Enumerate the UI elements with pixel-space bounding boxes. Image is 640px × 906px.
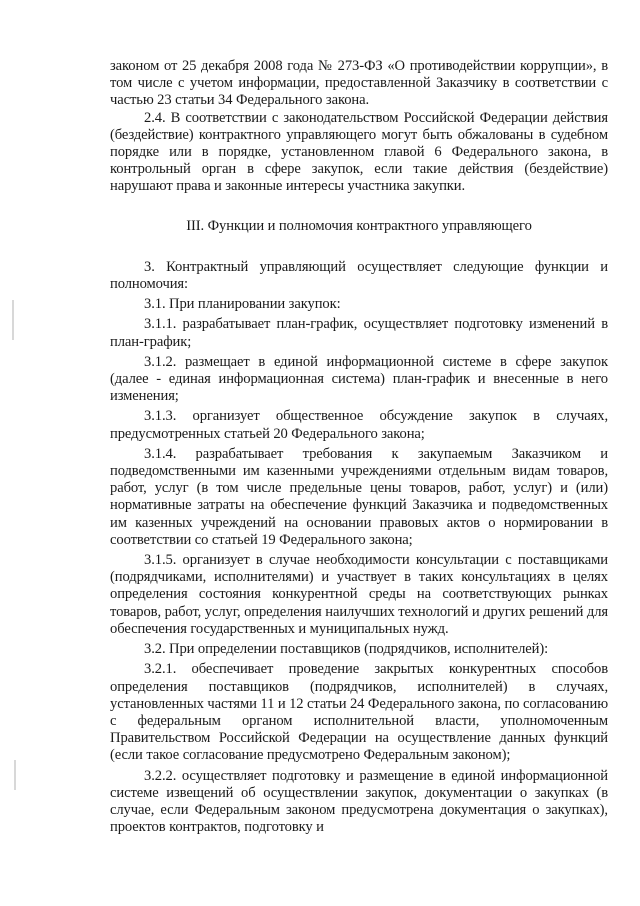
paragraph-3-1-2: 3.1.2. размещает в единой информационной системе в сфере закупок (далее - единая информационная система) план-график и внесенные в него изменения; — [110, 353, 608, 405]
paragraph-3-2-2: 3.2.2. осуществляет подготовку и размещение в единой информационной системе извещений об осуществлении закупок, документации о закупках (в случае, если Федеральным законом предусмотрена документация о закупках), проектов контрактов, подготовку и — [110, 767, 608, 836]
scan-edge-mark — [12, 300, 14, 340]
paragraph-3-1-4: 3.1.4. разрабатывает требования к закупаемым Заказчиком и подведомственными им казенными учреждениями отдельным видам товаров, работ, услуг (в том числе предельные цены товаров, работ, услуг) и (или) нормативные затраты на обеспечение функций Заказчика и подведомственных им казенных учреждений на основании правовых актов о нормировании в соответствии со статьей 19 Федерального закона; — [110, 445, 608, 548]
section-heading: III. Функции и полномочия контрактного управляющего — [186, 217, 532, 234]
scan-edge-mark — [14, 760, 16, 790]
paragraph-3-1-3: 3.1.3. организует общественное обсуждение закупок в случаях, предусмотренных статьей 20 Федерального закона; — [110, 408, 608, 442]
paragraph-law-reference: законом от 25 декабря 2008 года № 273-ФЗ «О противодействии коррупции», в том числе с учетом информации, предоставленной Заказчику в соответствии с частью 23 статьи 34 Федерального закона. — [110, 58, 608, 109]
paragraph-3-2-1: 3.2.1. обеспечивает проведение закрытых конкурентных способов определения поставщиков (подрядчиков, исполнителей) в случаях, установленных частями 11 и 12 статьи 24 Федерального закона, по согласованию с федеральным органом исполнительной власти, уполномоченным Правительством Российской Федерации на осуществление данных функций (если такое согласование предусмотрено Федеральным законом); — [110, 661, 609, 764]
paragraph-3-1: 3.1. При планировании закупок: — [144, 296, 341, 313]
document-page — [110, 58, 608, 836]
paragraph-3-2: 3.2. При определении поставщиков (подрядчиков, исполнителей): — [144, 641, 549, 658]
paragraph-3-1-1: 3.1.1. разрабатывает план-график, осуществляет подготовку изменений в план-график; — [110, 316, 608, 350]
paragraph-3: 3. Контрактный управляющий осуществляет следующие функции и полномочия: — [110, 258, 608, 293]
paragraph-2-4: 2.4. В соответствии с законодательством Российской Федерации действия (бездействие) контрактного управляющего могут быть обжалованы в судебном порядке или в порядке, установленном главой 6 Федерального закона, в контрольный орган в сфере закупок, если такие действия (бездействие) нарушают права и законные интересы участника закупки. — [110, 109, 608, 195]
paragraph-3-1-5: 3.1.5. организует в случае необходимости консультации с поставщиками (подрядчиками, исполнителями) и участвует в таких консультациях в целях определения состояния конкурентной среды на соответствующих рынках товаров, работ, услуг, определения наилучших технологий и других решений для обеспечения государственных и муниципальных нужд. — [110, 552, 608, 637]
